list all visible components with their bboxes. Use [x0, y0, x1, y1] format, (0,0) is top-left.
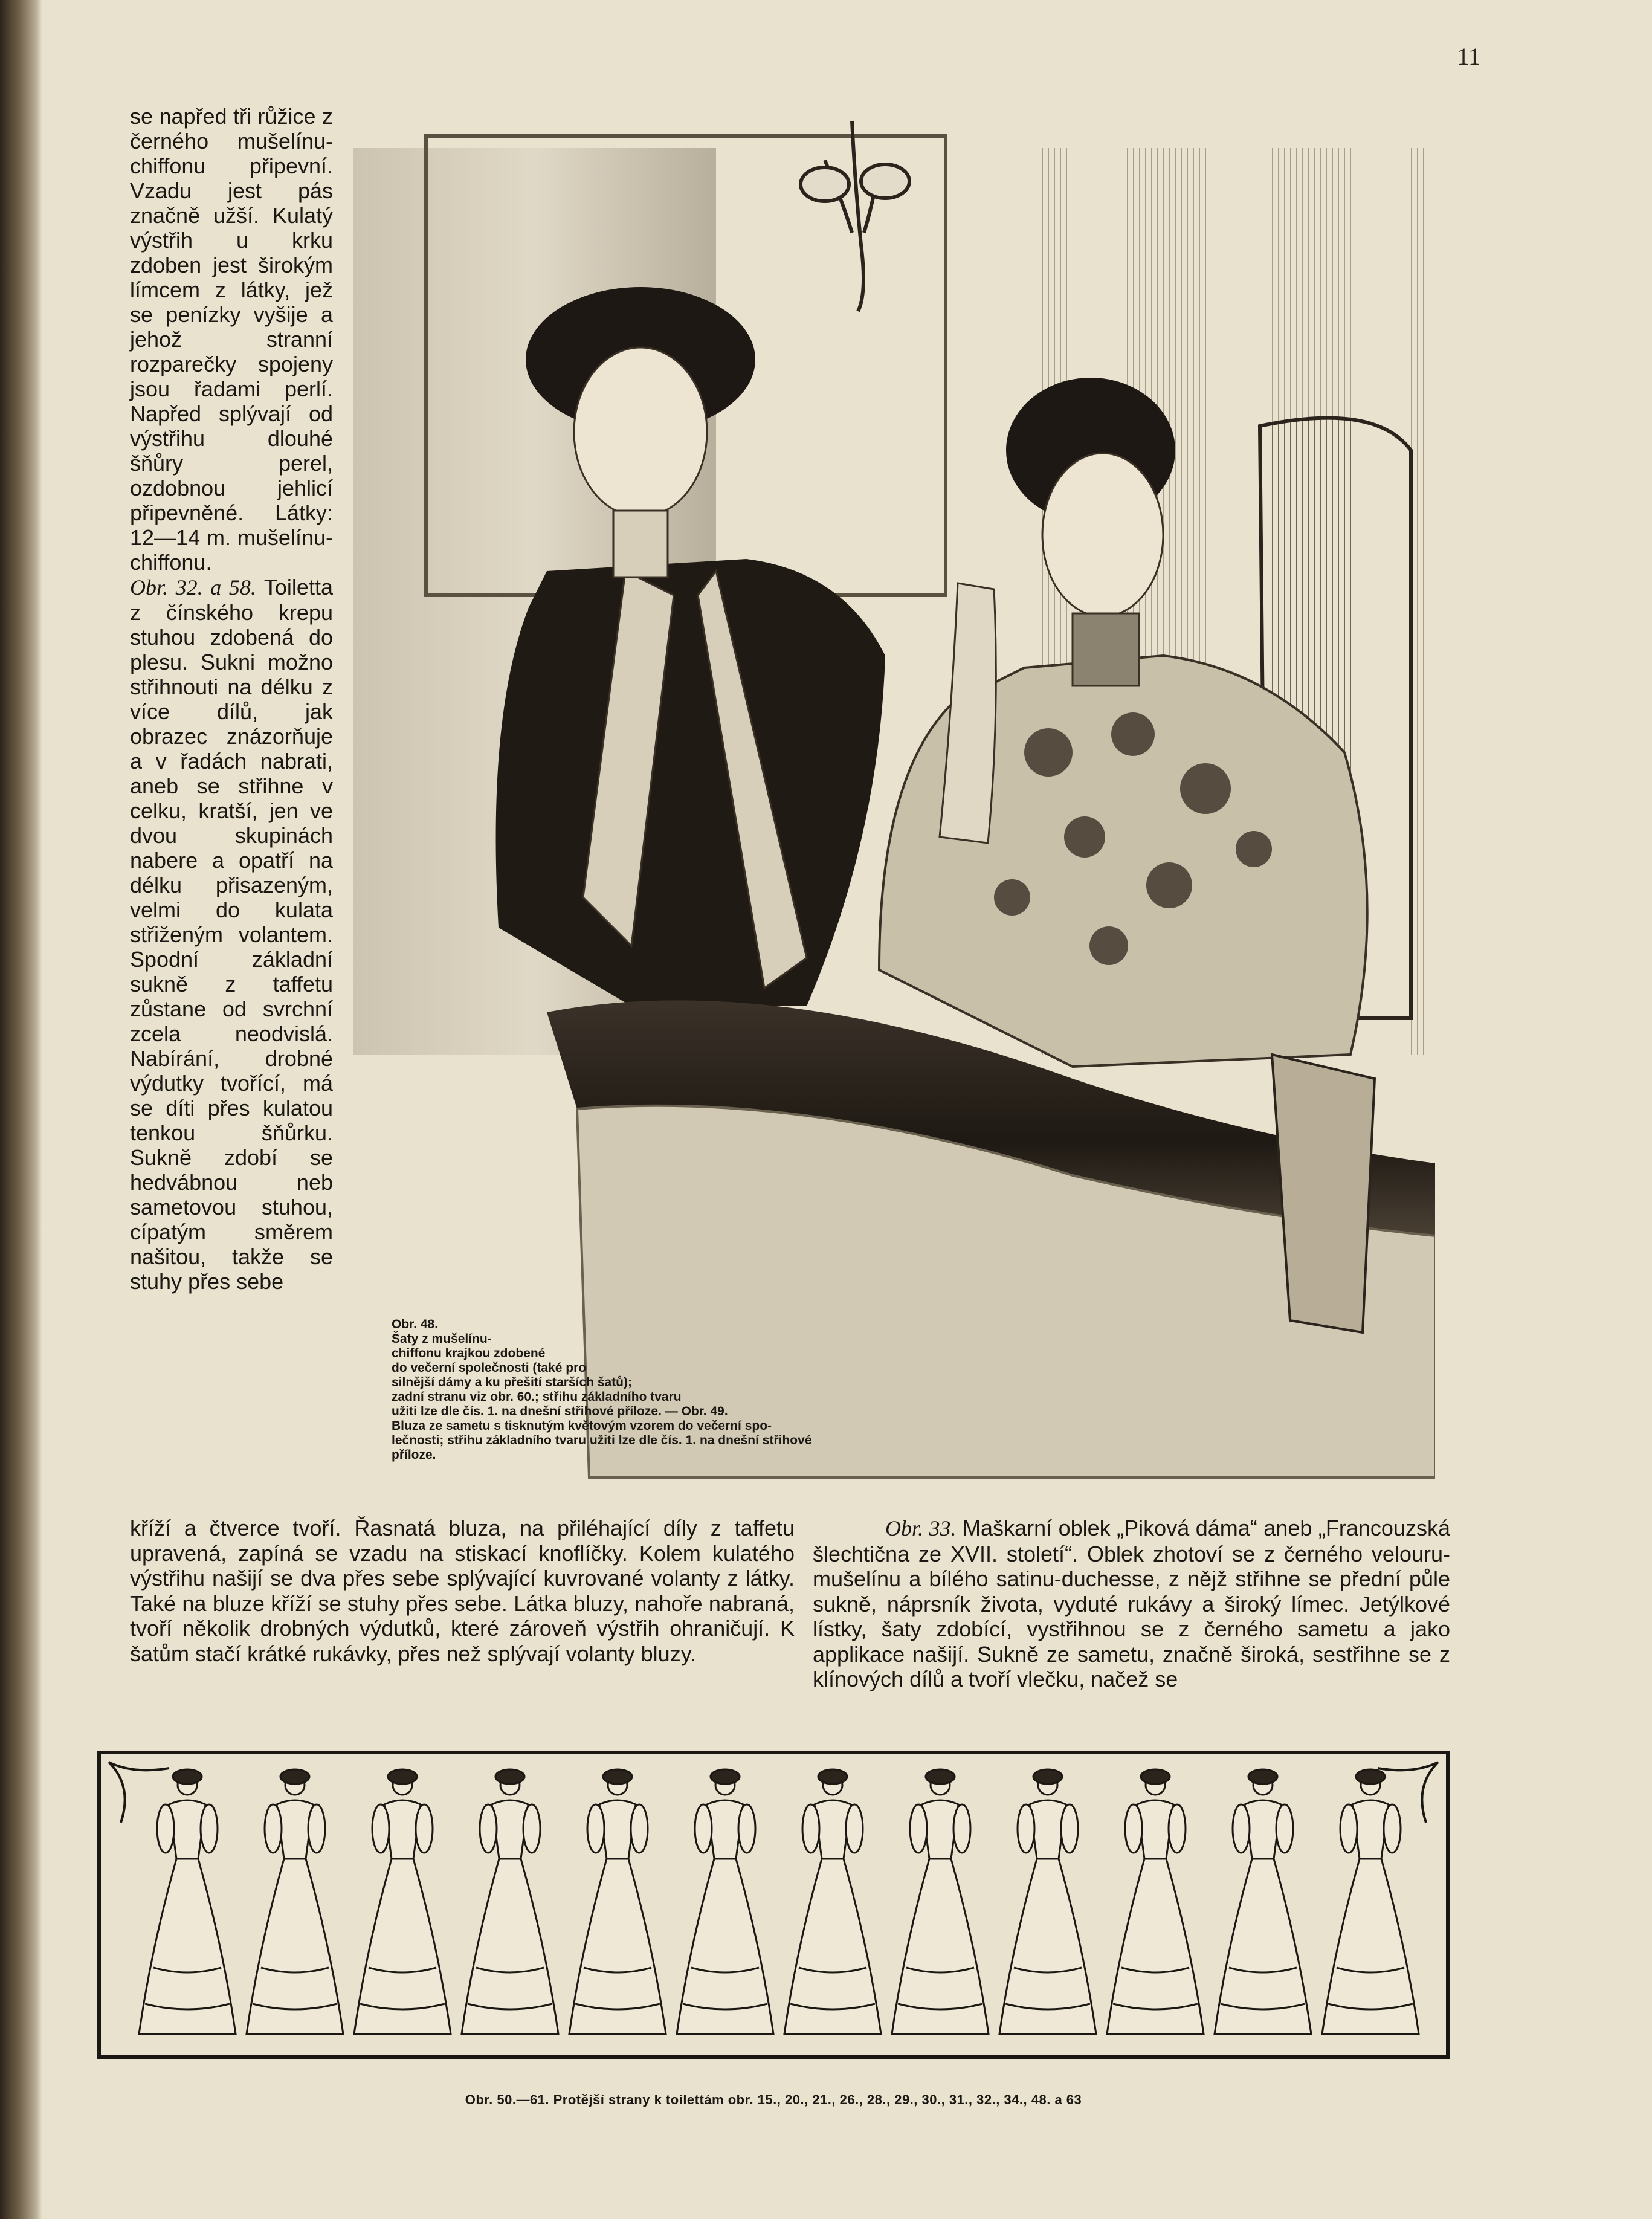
fashion-figure — [354, 1769, 451, 2034]
theatre-box-illustration — [347, 112, 1435, 1502]
fashion-figure — [892, 1769, 989, 2034]
fashion-figure — [139, 1769, 236, 2034]
fashion-figure — [1107, 1769, 1204, 2034]
figure-sleeve — [846, 1804, 863, 1853]
wall-sconce — [801, 121, 909, 311]
figure-reference: Obr. 32. a 58. — [130, 575, 256, 599]
figure-caption-48-49 — [392, 1317, 947, 1462]
fashion-figure — [677, 1769, 773, 2034]
figure-sleeve — [416, 1804, 433, 1853]
caption-line: chiffonu krajkou zdobené — [392, 1346, 546, 1360]
figure-skirt — [1322, 1859, 1419, 2034]
figure-sleeve — [953, 1804, 970, 1853]
figure-hair — [1141, 1769, 1170, 1784]
figure-skirt — [677, 1859, 773, 2034]
fashion-figure — [784, 1769, 881, 2034]
figure-skirt — [999, 1859, 1096, 2034]
left-paragraph-2 — [130, 575, 333, 1294]
lower-left-paragraph: kříží a čtverce tvoří. Řasnatá bluza, na přiléhající díly z taffetu upravená, zapíná se vzadu na stiskací knoflíčky. Kolem kulatého výstřihu našijí se dva přes sebe splývající kuvrované volanty z látky. Také na bluze kříží se stuhy přes sebe. Látka bluzy, nahoře nabraná, tvoří několik drobných výdutků, které zároveň výstřih ohraničují. K šatům stačí krátké rukávky, přes než splývají volanty bluzy. — [130, 1516, 795, 1666]
figure-hair — [926, 1769, 955, 1784]
figure-sleeve — [1233, 1804, 1250, 1853]
figure-hair — [388, 1769, 417, 1784]
fashion-figure — [462, 1769, 558, 2034]
fashion-figure — [1215, 1769, 1311, 2034]
figure-sleeve — [1169, 1804, 1186, 1853]
fashion-figure — [1322, 1769, 1419, 2034]
fashion-figures — [139, 1769, 1419, 2034]
figure-sleeve — [587, 1804, 604, 1853]
figure-sleeve — [480, 1804, 497, 1853]
figure-sleeve — [1384, 1804, 1401, 1853]
figure-hair — [1033, 1769, 1062, 1784]
caption-line: Bluza ze sametu s tisknutým květovým vzorem do večerní spo- — [392, 1419, 772, 1433]
left-text-column — [130, 104, 333, 1294]
page-number: 11 — [1457, 43, 1480, 70]
figure-skirt — [462, 1859, 558, 2034]
lady-left-figure — [496, 287, 885, 1006]
figure-skirt — [892, 1859, 989, 2034]
left-paragraph-2-text: Toiletta z čínského krepu stuhou zdobená do plesu. Sukni možno střihnouti na délku z více dílů, jak obrazec znázorňuje a v řadách nabrati, aneb se střihne v celku, kratší, jen ve dvou skupinách nabere a opatří na délku přisazeným, velmi do kulata střiženým volantem. Spodní základní sukně z taffetu zůstane od svrchní zcela neodvislá. Nabírání, drobné výdutky tvořící, má se díti přes kulatou tenkou šňůrku. Sukně zdobí se hedvábnou neb sametovou stuhou, cípatým směrem našitou, takže se stuhy přes sebe — [130, 575, 333, 1294]
figure-sleeve — [157, 1804, 174, 1853]
figure-sleeve — [738, 1804, 755, 1853]
figure-skirt — [569, 1859, 666, 2034]
fashion-figure — [569, 1769, 666, 2034]
figure-sleeve — [1125, 1804, 1142, 1853]
figure-sleeve — [265, 1804, 282, 1853]
figure-skirt — [354, 1859, 451, 2034]
caption-line: příloze. — [392, 1448, 436, 1462]
figure-hair — [1248, 1769, 1277, 1784]
lower-right-paragraph-text: Maškarní oblek „Piková dáma“ aneb „Francouzská šlechtična ze XVII. století“. Oblek zhotoví se z černého velouru-mušelínu a bílého satinu-duchesse, z nějž střihne se přední půle sukně, náprsník života, vyduté rukávy a široký límec. Jetýlkové lístky, šaty zdobící, vystřihnou se z černého sametu a jako applikace našijí. Sukně ze sametu, značně široká, sestřihne se z klínových dílů a tvoří vlečku, načež se — [813, 1516, 1450, 1691]
lower-left-text — [130, 1516, 795, 1666]
fashion-plate-caption: Obr. 50.—61. Protější strany k toilettám obr. 15., 20., 21., 26., 28., 29., 30., 31., 32., 34., 48. a 63 — [465, 2092, 1082, 2107]
fashion-figure — [999, 1769, 1096, 2034]
figure-hair — [818, 1769, 847, 1784]
figure-sleeve — [1340, 1804, 1357, 1853]
left-paragraph-1: se napřed tři růžice z černého mušelínu-chiffonu připevní. Vzadu jest pás značně užší. Kulatý výstřih u krku zdoben jest širokým límcem z látky, jež se penízky vyšije a jehož stranní rozparečky spojeny jsou řadami perlí. Napřed splývají od výstřihu dlouhé šňůry perel, ozdobnou jehlicí připevněné. Látky: 12—14 m. mušelínu-chiffonu. — [130, 104, 333, 575]
figure-hair — [280, 1769, 309, 1784]
lower-right-text — [813, 1516, 1450, 1692]
figure-reference: Obr. 33. — [885, 1516, 957, 1540]
figure-sleeve — [631, 1804, 648, 1853]
fashion-figure — [247, 1769, 343, 2034]
figure-skirt — [1215, 1859, 1311, 2034]
caption-line: zadní stranu viz obr. 60.; střihu základního tvaru — [392, 1390, 682, 1404]
figure-sleeve — [523, 1804, 540, 1853]
program-booklet — [1272, 1055, 1375, 1332]
caption-line: užiti lze dle čís. 1. na dnešní střihové příloze. — Obr. 49. — [392, 1404, 728, 1418]
figure-hair — [495, 1769, 524, 1784]
figure-hair — [603, 1769, 632, 1784]
caption-line: silnější dámy a ku přešití starších šatů); — [392, 1375, 632, 1389]
figure-sleeve — [308, 1804, 325, 1853]
caption-line: lečnosti; střihu základního tvaru užiti lze dle čís. 1. na dnešní střihové — [392, 1433, 812, 1447]
lower-right-paragraph — [813, 1516, 1450, 1692]
figure-sleeve — [802, 1804, 819, 1853]
caption-line: Šaty z mušelínu- — [392, 1332, 492, 1346]
figure-hair — [1356, 1769, 1385, 1784]
caption-line: do večerní společnosti (také pro — [392, 1361, 587, 1375]
figure-sleeve — [1018, 1804, 1034, 1853]
figure-sleeve — [910, 1804, 927, 1853]
figure-sleeve — [1276, 1804, 1293, 1853]
figure-sleeve — [1061, 1804, 1078, 1853]
figure-skirt — [139, 1859, 236, 2034]
figure-sleeve — [695, 1804, 712, 1853]
fashion-plate-strip — [97, 1750, 1450, 2059]
figure-skirt — [247, 1859, 343, 2034]
caption-line: Obr. 48. — [392, 1317, 439, 1331]
figure-sleeve — [372, 1804, 389, 1853]
figure-hair — [173, 1769, 202, 1784]
figure-sleeve — [201, 1804, 218, 1853]
figure-skirt — [1107, 1859, 1204, 2034]
book-binding-shadow — [0, 0, 42, 2219]
figure-hair — [711, 1769, 740, 1784]
figure-skirt — [784, 1859, 881, 2034]
